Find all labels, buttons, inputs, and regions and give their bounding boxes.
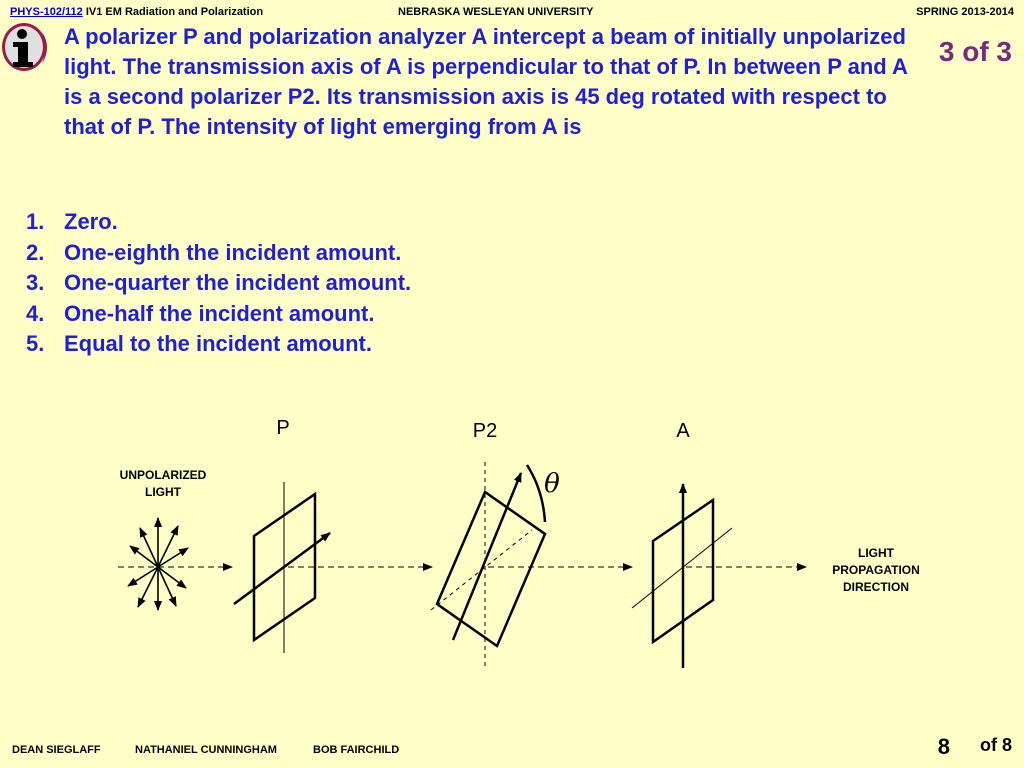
polarizer-p2 (431, 462, 545, 668)
option-text: One-quarter the incident amount. (64, 270, 412, 295)
option-number: 4. (26, 300, 45, 326)
direction-label-3: DIRECTION (843, 580, 909, 594)
slide-number: 8 (937, 734, 950, 759)
polarizer-p (234, 482, 330, 653)
author-2: NATHANIEL CUNNINGHAM (135, 744, 277, 756)
answer-option-1[interactable] (26, 207, 411, 238)
answer-options (26, 207, 411, 360)
polarizer-diagram (0, 400, 1024, 680)
course-link[interactable]: PHYS-102/112 (10, 6, 83, 18)
option-number: 5. (26, 331, 45, 356)
unpolarized-light-icon (128, 518, 188, 610)
option-number: 3. (26, 270, 45, 295)
label-p: P (276, 417, 290, 439)
theta-label: θ (544, 469, 560, 499)
answer-option-2[interactable] (26, 238, 411, 269)
option-text: One-eighth the incident amount. (64, 239, 402, 265)
label-p2: P2 (472, 420, 498, 442)
direction-label-2: PROPAGATION (832, 563, 920, 577)
header-left (10, 6, 263, 18)
university-name: NEBRASKA WESLEYAN UNIVERSITY (398, 6, 594, 18)
question-counter: 3 of 3 (938, 36, 1012, 67)
option-text: One-half the incident amount. (64, 300, 375, 326)
answer-option-3[interactable] (26, 268, 411, 299)
direction-label-1: LIGHT (858, 546, 894, 560)
label-a: A (676, 420, 690, 442)
info-i-icon[interactable] (0, 20, 52, 74)
option-number: 1. (26, 209, 45, 234)
analyzer-a (632, 484, 732, 668)
slide-total: of 8 (979, 735, 1012, 755)
answer-option-4[interactable] (26, 299, 411, 330)
answer-option-5[interactable] (26, 329, 411, 360)
term-label: SPRING 2013-2014 (916, 6, 1014, 18)
unpolarized-label-1: UNPOLARIZED (119, 468, 207, 482)
question-text: A polarizer P and polarization analyzer A intercept a beam of initially unpolarized light. The transmission axis of A is perpendicular to that of P. In between P and A is a second polarizer P2. Its transmission axis is 45 deg rotated with respect to that of P. The intensity of light emerging from A is (64, 24, 908, 139)
unpolarized-label-2: LIGHT (145, 485, 181, 499)
option-text: Equal to the incident amount. (64, 331, 372, 356)
topic-title: IV1 EM Radiation and Polarization (85, 6, 264, 18)
author-3: BOB FAIRCHILD (313, 744, 400, 756)
author-1: DEAN SIEGLAFF (12, 744, 101, 756)
option-number: 2. (26, 239, 45, 265)
option-text: Zero. (64, 209, 118, 234)
